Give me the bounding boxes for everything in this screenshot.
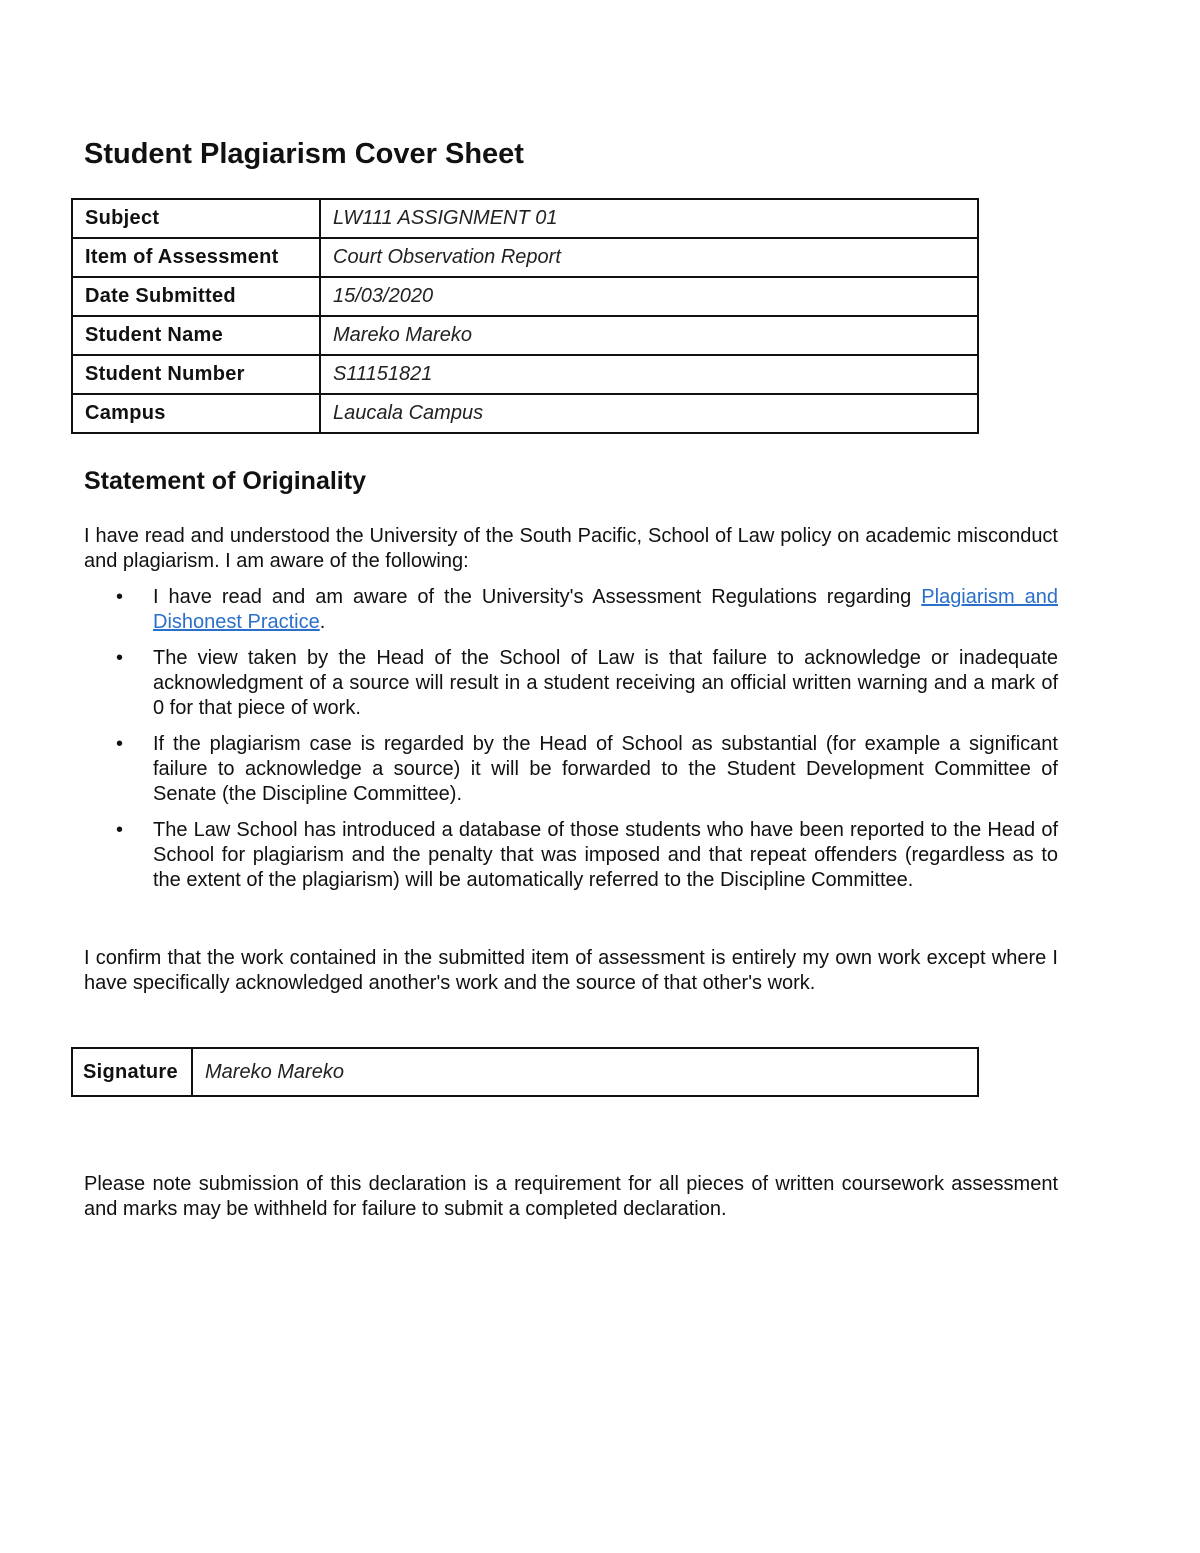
table-row: [72, 238, 978, 277]
row-label: Date Submitted: [72, 277, 320, 316]
submission-note: Please note submission of this declaration is a requirement for all pieces of written coursework assessment and marks may be withheld for failure to submit a completed declaration.: [84, 1173, 1058, 1220]
table-row: [72, 355, 978, 394]
plagiarism-policy-link[interactable]: Plagiarism and Dishonest Practice: [153, 586, 1058, 633]
list-item: [84, 585, 1058, 635]
list-item-text: The view taken by the Head of the School of Law is that failure to acknowledge or inadequate acknowledgment of a source will result in a student receiving an official written warning and a mark of 0 for that piece of work.: [153, 647, 1058, 719]
table-row: [72, 277, 978, 316]
row-label: Student Name: [72, 316, 320, 355]
bullet-icon: •: [116, 733, 124, 755]
info-table: [71, 198, 979, 434]
statement-heading: Statement of Originality: [84, 467, 366, 495]
list-item: [84, 646, 1058, 721]
list-item-end: .: [319, 611, 326, 633]
list-item: [84, 818, 1058, 893]
row-value: S11151821: [320, 355, 978, 394]
table-row: [72, 316, 978, 355]
row-value: 15/03/2020: [320, 277, 978, 316]
policy-list: [84, 585, 1058, 904]
row-label: Student Number: [72, 355, 320, 394]
row-label: Subject: [72, 199, 320, 238]
row-label: Campus: [72, 394, 320, 433]
table-row: [72, 199, 978, 238]
confirmation-text: I confirm that the work contained in the submitted item of assessment is entirely my own work except where I have specifically acknowledged another's work and the source of that other's work.: [84, 947, 1058, 994]
list-item: [84, 732, 1058, 807]
signature-value: Mareko Mareko: [192, 1048, 978, 1096]
table-row: [72, 1048, 978, 1096]
row-value: LW111 ASSIGNMENT 01: [320, 199, 978, 238]
list-item-text: If the plagiarism case is regarded by the Head of School as substantial (for example a significant failure to acknowledge a source) it will be forwarded to the Student Development Committee of Senate (the Discipline Committee).: [153, 733, 1058, 805]
signature-table: [71, 1047, 979, 1097]
list-item-text: I have read and am aware of the University's Assessment Regulations regarding: [153, 586, 922, 608]
row-value: Mareko Mareko: [320, 316, 978, 355]
row-value: Laucala Campus: [320, 394, 978, 433]
statement-intro: I have read and understood the University of the South Pacific, School of Law policy on academic misconduct and plagiarism. I am aware of the following:: [84, 525, 1058, 572]
page-title: Student Plagiarism Cover Sheet: [84, 138, 524, 170]
list-item-text: The Law School has introduced a database of those students who have been reported to the Head of School for plagiarism and the penalty that was imposed and that repeat offenders (regardless as to the extent of the plagiarism) will be automatically referred to the Discipline Committee.: [153, 819, 1058, 891]
bullet-icon: •: [116, 586, 124, 608]
bullet-icon: •: [116, 647, 124, 669]
bullet-icon: •: [116, 819, 124, 841]
row-value: Court Observation Report: [320, 238, 978, 277]
row-label: Item of Assessment: [72, 238, 320, 277]
table-row: [72, 394, 978, 433]
signature-label: Signature: [72, 1048, 192, 1096]
